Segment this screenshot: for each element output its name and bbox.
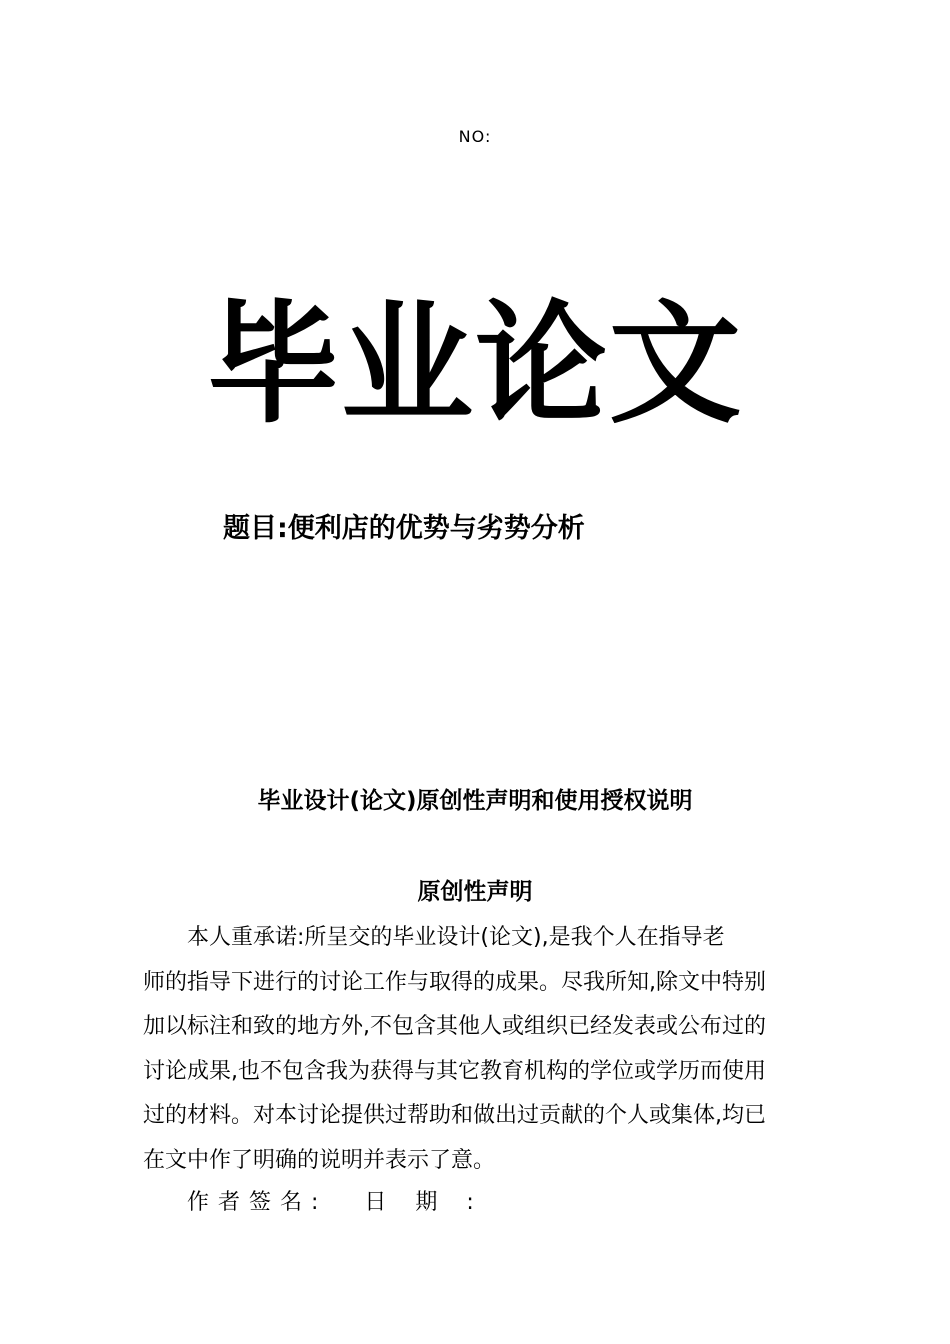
paragraph-line: 过的材料。对本讨论提供过帮助和做出过贡献的个人或集体,均已 xyxy=(143,1103,766,1128)
signature-row xyxy=(187,1181,503,1225)
originality-paragraph xyxy=(143,916,805,1183)
declaration-heading: 毕业设计(论文)原创性声明和使用授权说明 xyxy=(257,788,693,814)
originality-subheading: 原创性声明 xyxy=(417,879,533,905)
paragraph-line: 加以标注和致的地方外,不包含其他人或组织已经发表或公布过的 xyxy=(143,1014,766,1039)
author-signature-label: 作者签名: xyxy=(187,1190,328,1215)
paragraph-line: 讨论成果,也不包含我为获得与其它教育机构的学位或学历而使用 xyxy=(143,1058,766,1084)
serial-number-label: NO: xyxy=(458,127,492,146)
paragraph-line: 师的指导下进行的讨论工作与取得的成果。尽我所知,除文中特别 xyxy=(143,969,766,995)
date-label: 日期: xyxy=(364,1190,503,1215)
paragraph-line: 在文中作了明确的说明并表示了意。 xyxy=(143,1147,496,1173)
paragraph-line: 本人重承诺:所呈交的毕业设计(论文),是我个人在指导老 xyxy=(187,925,725,950)
thesis-subject: 题目:便利店的优势与劣势分析 xyxy=(223,513,585,544)
cover-title: 毕业论文 xyxy=(207,288,743,442)
